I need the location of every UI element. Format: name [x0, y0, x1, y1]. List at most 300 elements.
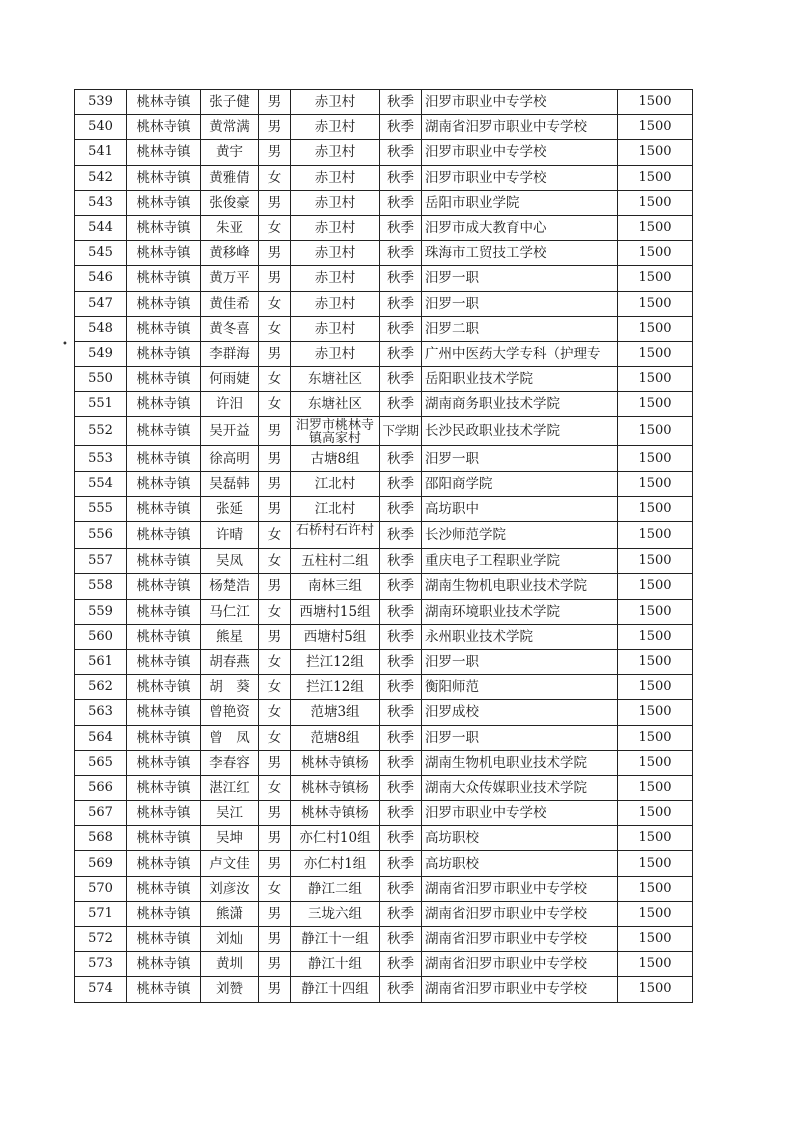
gender-cell: 男 [259, 140, 291, 165]
school-cell: 湖南生物机电职业技术学院 [422, 574, 618, 599]
term-cell: 秋季 [380, 775, 422, 800]
student-name-cell: 许晴 [201, 522, 259, 549]
amount-cell: 1500 [618, 876, 693, 901]
school-cell: 汨罗市职业中专学校 [422, 140, 618, 165]
term-cell: 秋季 [380, 115, 422, 140]
amount-cell: 1500 [618, 165, 693, 190]
table-row [75, 316, 693, 341]
table-row [75, 392, 693, 417]
table-row [75, 725, 693, 750]
serial-number-cell: 544 [75, 215, 127, 240]
term-cell: 秋季 [380, 700, 422, 725]
term-cell: 秋季 [380, 901, 422, 926]
town-cell: 桃林寺镇 [127, 851, 201, 876]
student-name-cell: 胡 葵 [201, 675, 259, 700]
village-cell: 赤卫村 [291, 241, 380, 266]
term-cell: 秋季 [380, 190, 422, 215]
serial-number-cell: 545 [75, 241, 127, 266]
serial-number-cell: 554 [75, 471, 127, 496]
town-cell: 桃林寺镇 [127, 367, 201, 392]
village-cell: 赤卫村 [291, 266, 380, 291]
town-cell: 桃林寺镇 [127, 392, 201, 417]
village-cell: 亦仁村10组 [291, 826, 380, 851]
term-cell: 秋季 [380, 446, 422, 471]
term-cell: 秋季 [380, 140, 422, 165]
village-cell: 静江十四组 [291, 977, 380, 1002]
gender-cell: 男 [259, 341, 291, 366]
serial-number-cell: 549 [75, 341, 127, 366]
student-name-cell: 徐高明 [201, 446, 259, 471]
table-row [75, 549, 693, 574]
student-name-cell: 张俊豪 [201, 190, 259, 215]
student-name-cell: 吴坤 [201, 826, 259, 851]
term-cell: 秋季 [380, 599, 422, 624]
town-cell: 桃林寺镇 [127, 826, 201, 851]
amount-cell: 1500 [618, 140, 693, 165]
student-name-cell: 黄常满 [201, 115, 259, 140]
town-cell: 桃林寺镇 [127, 952, 201, 977]
town-cell: 桃林寺镇 [127, 140, 201, 165]
gender-cell: 女 [259, 725, 291, 750]
town-cell: 桃林寺镇 [127, 624, 201, 649]
amount-cell: 1500 [618, 977, 693, 1002]
amount-cell: 1500 [618, 215, 693, 240]
town-cell: 桃林寺镇 [127, 977, 201, 1002]
gender-cell: 女 [259, 775, 291, 800]
table-row [75, 496, 693, 521]
serial-number-cell: 569 [75, 851, 127, 876]
term-cell: 秋季 [380, 851, 422, 876]
village-cell: 拦江12组 [291, 675, 380, 700]
village-cell: 赤卫村 [291, 291, 380, 316]
gender-cell: 男 [259, 952, 291, 977]
school-cell: 汨罗市成大教育中心 [422, 215, 618, 240]
amount-cell: 1500 [618, 927, 693, 952]
term-cell: 秋季 [380, 522, 422, 549]
serial-number-cell: 552 [75, 417, 127, 446]
table-row [75, 851, 693, 876]
village-cell: 赤卫村 [291, 316, 380, 341]
table-row [75, 140, 693, 165]
term-cell: 秋季 [380, 241, 422, 266]
school-cell: 长沙师范学院 [422, 522, 618, 549]
student-name-cell: 许汨 [201, 392, 259, 417]
serial-number-cell: 553 [75, 446, 127, 471]
table-row [75, 801, 693, 826]
school-cell: 汨罗市职业中专学校 [422, 801, 618, 826]
gender-cell: 女 [259, 549, 291, 574]
serial-number-cell: 551 [75, 392, 127, 417]
student-name-cell: 杨楚浩 [201, 574, 259, 599]
gender-cell: 男 [259, 190, 291, 215]
school-cell: 汨罗市职业中专学校 [422, 165, 618, 190]
table-row [75, 190, 693, 215]
serial-number-cell: 546 [75, 266, 127, 291]
table-row [75, 241, 693, 266]
school-cell: 汨罗一职 [422, 266, 618, 291]
town-cell: 桃林寺镇 [127, 775, 201, 800]
amount-cell: 1500 [618, 675, 693, 700]
village-cell: 西塘村5组 [291, 624, 380, 649]
town-cell: 桃林寺镇 [127, 927, 201, 952]
town-cell: 桃林寺镇 [127, 241, 201, 266]
gender-cell: 男 [259, 90, 291, 115]
serial-number-cell: 555 [75, 496, 127, 521]
gender-cell: 女 [259, 876, 291, 901]
town-cell: 桃林寺镇 [127, 522, 201, 549]
term-cell: 秋季 [380, 471, 422, 496]
serial-number-cell: 547 [75, 291, 127, 316]
student-name-cell: 马仁江 [201, 599, 259, 624]
village-cell: 亦仁村1组 [291, 851, 380, 876]
school-cell: 衡阳师范 [422, 675, 618, 700]
student-name-cell: 黄万平 [201, 266, 259, 291]
term-cell: 秋季 [380, 165, 422, 190]
gender-cell: 女 [259, 675, 291, 700]
town-cell: 桃林寺镇 [127, 417, 201, 446]
student-name-cell: 黄雅倩 [201, 165, 259, 190]
student-name-cell: 熊潇 [201, 901, 259, 926]
gender-cell: 男 [259, 417, 291, 446]
gender-cell: 女 [259, 291, 291, 316]
student-name-cell: 黄冬喜 [201, 316, 259, 341]
village-cell: 西塘村15组 [291, 599, 380, 624]
student-name-cell: 熊星 [201, 624, 259, 649]
amount-cell: 1500 [618, 826, 693, 851]
school-cell: 湖南大众传媒职业技术学院 [422, 775, 618, 800]
term-cell: 秋季 [380, 215, 422, 240]
amount-cell: 1500 [618, 522, 693, 549]
village-cell: 古塘8组 [291, 446, 380, 471]
town-cell: 桃林寺镇 [127, 496, 201, 521]
school-cell: 湖南省汨罗市职业中专学校 [422, 901, 618, 926]
town-cell: 桃林寺镇 [127, 446, 201, 471]
village-cell: 东塘社区 [291, 367, 380, 392]
town-cell: 桃林寺镇 [127, 115, 201, 140]
student-name-cell: 湛江红 [201, 775, 259, 800]
village-cell: 汨罗市桃林寺镇高家村 [291, 417, 380, 446]
amount-cell: 1500 [618, 851, 693, 876]
amount-cell: 1500 [618, 291, 693, 316]
gender-cell: 男 [259, 826, 291, 851]
school-cell: 汨罗一职 [422, 725, 618, 750]
gender-cell: 男 [259, 266, 291, 291]
amount-cell: 1500 [618, 115, 693, 140]
table-row [75, 775, 693, 800]
table-row [75, 977, 693, 1002]
amount-cell: 1500 [618, 446, 693, 471]
village-cell: 静江二组 [291, 876, 380, 901]
amount-cell: 1500 [618, 725, 693, 750]
town-cell: 桃林寺镇 [127, 165, 201, 190]
serial-number-cell: 558 [75, 574, 127, 599]
amount-cell: 1500 [618, 417, 693, 446]
term-cell: 秋季 [380, 927, 422, 952]
term-cell: 秋季 [380, 316, 422, 341]
gender-cell: 女 [259, 367, 291, 392]
school-cell: 湖南省汨罗市职业中专学校 [422, 115, 618, 140]
table-row [75, 624, 693, 649]
town-cell: 桃林寺镇 [127, 599, 201, 624]
serial-number-cell: 543 [75, 190, 127, 215]
village-cell: 桃林寺镇杨 [291, 750, 380, 775]
school-cell: 湖南省汨罗市职业中专学校 [422, 952, 618, 977]
amount-cell: 1500 [618, 392, 693, 417]
village-cell: 东塘社区 [291, 392, 380, 417]
serial-number-cell: 567 [75, 801, 127, 826]
term-cell: 秋季 [380, 750, 422, 775]
amount-cell: 1500 [618, 341, 693, 366]
serial-number-cell: 566 [75, 775, 127, 800]
gender-cell: 男 [259, 750, 291, 775]
term-cell: 秋季 [380, 649, 422, 674]
village-cell: 赤卫村 [291, 215, 380, 240]
amount-cell: 1500 [618, 266, 693, 291]
table-row [75, 471, 693, 496]
school-cell: 汨罗一职 [422, 649, 618, 674]
school-cell: 湖南商务职业技术学院 [422, 392, 618, 417]
table-row [75, 649, 693, 674]
term-cell: 秋季 [380, 801, 422, 826]
gender-cell: 女 [259, 392, 291, 417]
school-cell: 岳阳职业技术学院 [422, 367, 618, 392]
school-cell: 湖南生物机电职业技术学院 [422, 750, 618, 775]
term-cell: 秋季 [380, 675, 422, 700]
gender-cell: 男 [259, 446, 291, 471]
student-name-cell: 刘彦汝 [201, 876, 259, 901]
amount-cell: 1500 [618, 801, 693, 826]
amount-cell: 1500 [618, 574, 693, 599]
student-name-cell: 吴开益 [201, 417, 259, 446]
serial-number-cell: 560 [75, 624, 127, 649]
student-name-cell: 胡春燕 [201, 649, 259, 674]
student-name-cell: 李群海 [201, 341, 259, 366]
gender-cell: 男 [259, 977, 291, 1002]
village-cell: 赤卫村 [291, 115, 380, 140]
school-cell: 湖南环境职业技术学院 [422, 599, 618, 624]
gender-cell: 女 [259, 649, 291, 674]
village-cell: 桃林寺镇杨 [291, 801, 380, 826]
serial-number-cell: 573 [75, 952, 127, 977]
term-cell: 秋季 [380, 876, 422, 901]
village-cell: 赤卫村 [291, 140, 380, 165]
amount-cell: 1500 [618, 496, 693, 521]
table-row [75, 291, 693, 316]
serial-number-cell: 571 [75, 901, 127, 926]
student-name-cell: 何雨婕 [201, 367, 259, 392]
serial-number-cell: 540 [75, 115, 127, 140]
student-name-cell: 张延 [201, 496, 259, 521]
student-name-cell: 黄佳希 [201, 291, 259, 316]
student-name-cell: 黄宇 [201, 140, 259, 165]
school-cell: 高坊职校 [422, 851, 618, 876]
gender-cell: 男 [259, 624, 291, 649]
amount-cell: 1500 [618, 90, 693, 115]
amount-cell: 1500 [618, 901, 693, 926]
student-name-cell: 吴凤 [201, 549, 259, 574]
serial-number-cell: 561 [75, 649, 127, 674]
village-cell: 南林三组 [291, 574, 380, 599]
school-cell: 湖南省汨罗市职业中专学校 [422, 876, 618, 901]
table-row [75, 417, 693, 446]
gender-cell: 男 [259, 115, 291, 140]
town-cell: 桃林寺镇 [127, 700, 201, 725]
village-cell: 赤卫村 [291, 165, 380, 190]
village-cell: 五柱村二组 [291, 549, 380, 574]
amount-cell: 1500 [618, 190, 693, 215]
village-cell: 赤卫村 [291, 90, 380, 115]
gender-cell: 女 [259, 700, 291, 725]
village-cell: 范塘8组 [291, 725, 380, 750]
gender-cell: 女 [259, 316, 291, 341]
amount-cell: 1500 [618, 775, 693, 800]
town-cell: 桃林寺镇 [127, 471, 201, 496]
term-cell: 秋季 [380, 977, 422, 1002]
town-cell: 桃林寺镇 [127, 266, 201, 291]
town-cell: 桃林寺镇 [127, 549, 201, 574]
village-cell: 赤卫村 [291, 190, 380, 215]
gender-cell: 女 [259, 522, 291, 549]
term-cell: 秋季 [380, 341, 422, 366]
term-cell: 下学期 [380, 417, 422, 446]
village-cell: 静江十一组 [291, 927, 380, 952]
student-name-cell: 吴磊韩 [201, 471, 259, 496]
serial-number-cell: 562 [75, 675, 127, 700]
table-row [75, 341, 693, 366]
school-cell: 珠海市工贸技工学校 [422, 241, 618, 266]
term-cell: 秋季 [380, 367, 422, 392]
school-cell: 岳阳市职业学院 [422, 190, 618, 215]
village-cell: 桃林寺镇杨 [291, 775, 380, 800]
student-name-cell: 卢文佳 [201, 851, 259, 876]
amount-cell: 1500 [618, 700, 693, 725]
school-cell: 汨罗市职业中专学校 [422, 90, 618, 115]
town-cell: 桃林寺镇 [127, 316, 201, 341]
term-cell: 秋季 [380, 574, 422, 599]
gender-cell: 男 [259, 496, 291, 521]
table-row [75, 826, 693, 851]
serial-number-cell: 568 [75, 826, 127, 851]
gender-cell: 男 [259, 801, 291, 826]
term-cell: 秋季 [380, 90, 422, 115]
village-cell: 拦江12组 [291, 649, 380, 674]
term-cell: 秋季 [380, 392, 422, 417]
serial-number-cell: 557 [75, 549, 127, 574]
school-cell: 湖南省汨罗市职业中专学校 [422, 927, 618, 952]
student-name-cell: 黄圳 [201, 952, 259, 977]
gender-cell: 男 [259, 927, 291, 952]
school-cell: 汨罗成校 [422, 700, 618, 725]
serial-number-cell: 541 [75, 140, 127, 165]
gender-cell: 女 [259, 599, 291, 624]
student-name-cell: 刘赞 [201, 977, 259, 1002]
table-row [75, 599, 693, 624]
village-cell: 三垅六组 [291, 901, 380, 926]
town-cell: 桃林寺镇 [127, 901, 201, 926]
term-cell: 秋季 [380, 266, 422, 291]
town-cell: 桃林寺镇 [127, 675, 201, 700]
gender-cell: 男 [259, 471, 291, 496]
town-cell: 桃林寺镇 [127, 190, 201, 215]
town-cell: 桃林寺镇 [127, 90, 201, 115]
village-cell: 石桥村石许村 [291, 522, 380, 549]
amount-cell: 1500 [618, 367, 693, 392]
school-cell: 高坊职校 [422, 826, 618, 851]
amount-cell: 1500 [618, 624, 693, 649]
town-cell: 桃林寺镇 [127, 750, 201, 775]
gender-cell: 男 [259, 901, 291, 926]
serial-number-cell: 570 [75, 876, 127, 901]
amount-cell: 1500 [618, 549, 693, 574]
town-cell: 桃林寺镇 [127, 649, 201, 674]
school-cell: 重庆电子工程职业学院 [422, 549, 618, 574]
table-row [75, 700, 693, 725]
gender-cell: 女 [259, 165, 291, 190]
table-row [75, 446, 693, 471]
gender-cell: 男 [259, 574, 291, 599]
table-row [75, 574, 693, 599]
serial-number-cell: 572 [75, 927, 127, 952]
serial-number-cell: 556 [75, 522, 127, 549]
amount-cell: 1500 [618, 241, 693, 266]
table-row [75, 952, 693, 977]
school-cell: 汨罗二职 [422, 316, 618, 341]
gender-cell: 男 [259, 241, 291, 266]
serial-number-cell: 539 [75, 90, 127, 115]
table-row [75, 876, 693, 901]
serial-number-cell: 563 [75, 700, 127, 725]
term-cell: 秋季 [380, 725, 422, 750]
amount-cell: 1500 [618, 750, 693, 775]
table-row [75, 927, 693, 952]
table-row [75, 522, 693, 549]
town-cell: 桃林寺镇 [127, 215, 201, 240]
school-cell: 湖南省汨罗市职业中专学校 [422, 977, 618, 1002]
amount-cell: 1500 [618, 471, 693, 496]
village-cell: 静江十组 [291, 952, 380, 977]
table-row [75, 266, 693, 291]
village-cell: 江北村 [291, 496, 380, 521]
table-row [75, 215, 693, 240]
amount-cell: 1500 [618, 649, 693, 674]
table-row [75, 750, 693, 775]
term-cell: 秋季 [380, 826, 422, 851]
town-cell: 桃林寺镇 [127, 341, 201, 366]
table-row [75, 90, 693, 115]
school-cell: 永州职业技术学院 [422, 624, 618, 649]
serial-number-cell: 574 [75, 977, 127, 1002]
village-cell: 赤卫村 [291, 341, 380, 366]
table-row [75, 115, 693, 140]
serial-number-cell: 550 [75, 367, 127, 392]
term-cell: 秋季 [380, 496, 422, 521]
town-cell: 桃林寺镇 [127, 801, 201, 826]
serial-number-cell: 564 [75, 725, 127, 750]
term-cell: 秋季 [380, 952, 422, 977]
village-cell: 江北村 [291, 471, 380, 496]
town-cell: 桃林寺镇 [127, 574, 201, 599]
student-name-cell: 曾 凤 [201, 725, 259, 750]
subsidy-table [74, 89, 693, 1003]
serial-number-cell: 559 [75, 599, 127, 624]
school-cell: 汨罗一职 [422, 446, 618, 471]
amount-cell: 1500 [618, 952, 693, 977]
term-cell: 秋季 [380, 291, 422, 316]
table-row [75, 901, 693, 926]
scan-speck: • [62, 339, 68, 350]
town-cell: 桃林寺镇 [127, 291, 201, 316]
student-name-cell: 刘灿 [201, 927, 259, 952]
